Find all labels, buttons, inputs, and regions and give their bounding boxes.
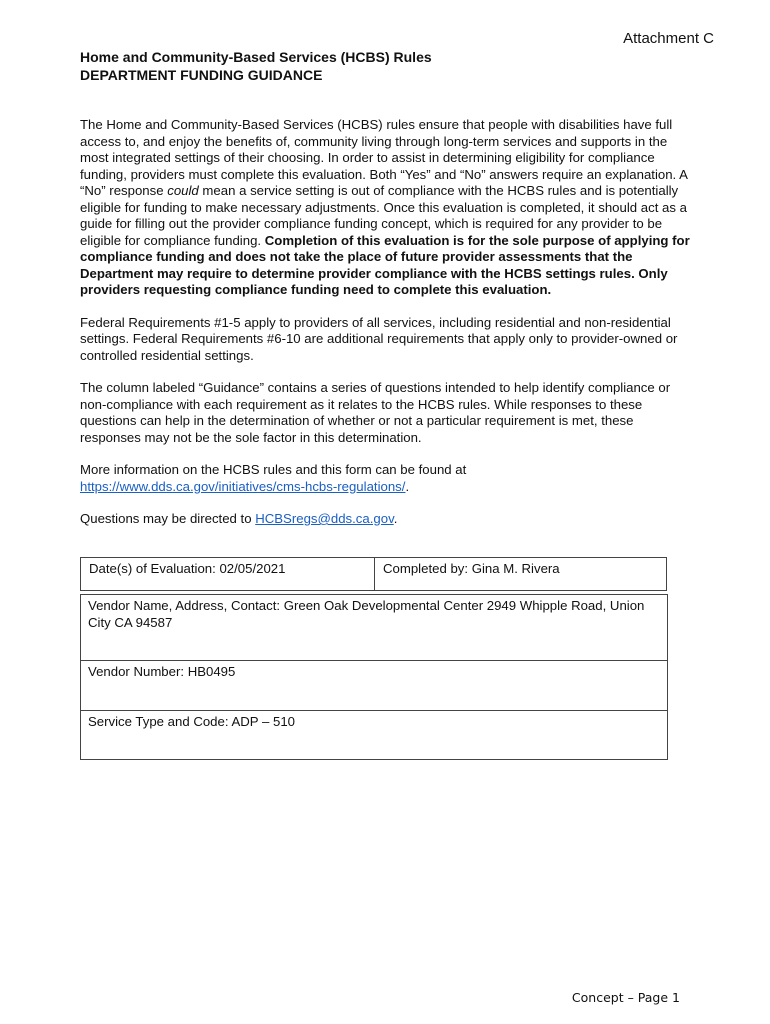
evaluation-dates-field[interactable]: Date(s) of Evaluation: 02/05/2021 bbox=[81, 558, 375, 590]
vendor-name-line2: City CA 94587 bbox=[88, 614, 173, 630]
questions-paragraph bbox=[80, 511, 695, 528]
guidance-paragraph: The column labeled “Guidance” contains a series of questions intended to help identify compliance or non-compliance with each requirement as it relates to the HCBS rules. While responses to these questions can help in the determination of whether or not a particular requirement is met, these responses may not be the sole factor in this determination. bbox=[80, 380, 671, 445]
intro-text: The Home and Community-Based Services (HCBS) rules ensure that people with disabilities have full access to, and enjoy the benefits of, community living through long-term services and supports in the most integrated settings of their choosing. In order to assist in determining eligibility for compliance funding, providers must complete this evaluation. Both “Yes” and “No” answers require an explanation. A “No” response bbox=[80, 117, 688, 198]
vendor-name-field[interactable] bbox=[81, 595, 667, 661]
period-text-2: . bbox=[393, 511, 398, 526]
regulations-link[interactable]: https://www.dds.ca.gov/initiatives/cms-hcbs-regulations/ bbox=[80, 478, 406, 494]
intro-paragraph bbox=[80, 117, 695, 299]
attachment-label: Attachment C bbox=[623, 30, 714, 47]
page-footer: Concept – Page 1 bbox=[571, 990, 680, 1005]
document-body bbox=[80, 117, 695, 544]
contact-email-link[interactable]: HCBSregs@dds.ca.gov bbox=[255, 511, 394, 526]
more-info-paragraph bbox=[80, 462, 695, 495]
document-header bbox=[80, 48, 432, 84]
federal-requirements-paragraph: Federal Requirements #1-5 apply to providers of all services, including residential and non-residential settings. Federal Requirements #6-10 are additional requirements that apply only to provider-owned or controlled residential settings. bbox=[80, 314, 678, 363]
header-subtitle: DEPARTMENT FUNDING GUIDANCE bbox=[80, 67, 323, 83]
completed-by-field[interactable]: Completed by: Gina M. Rivera bbox=[383, 561, 560, 576]
intro-text-continued: mean a service setting is out of compliance with the HCBS rules and is potentially eligible for funding to make necessary adjustments. Once this evaluation is completed, it should act as a guide for filling out the provider compliance funding concept, which is required for any provider to be eligible for compliance funding. bbox=[80, 183, 687, 248]
questions-text: Questions may be directed to bbox=[80, 511, 256, 526]
vendor-number-field[interactable]: Vendor Number: HB0495 bbox=[81, 661, 667, 711]
service-type-field[interactable]: Service Type and Code: ADP – 510 bbox=[88, 714, 295, 729]
intro-bold-text: Completion of this evaluation is for the sole purpose of applying for compliance funding and does not take the place of future provider assessments that the Department may require to determine provider compliance with the HCBS settings rules. Only providers requesting compliance funding need to complete this evaluation. bbox=[80, 232, 690, 297]
more-info-text: More information on the HCBS rules and this form can be found at bbox=[80, 462, 467, 477]
intro-italic-text: could bbox=[167, 183, 199, 198]
evaluation-info-table bbox=[80, 557, 667, 591]
header-title: Home and Community-Based Services (HCBS) Rules bbox=[80, 49, 432, 65]
vendor-name-line1: Vendor Name, Address, Contact: Green Oak Developmental Center 2949 Whipple Road, Union bbox=[88, 598, 645, 613]
vendor-info-table bbox=[80, 594, 668, 760]
period-text: . bbox=[405, 478, 410, 494]
